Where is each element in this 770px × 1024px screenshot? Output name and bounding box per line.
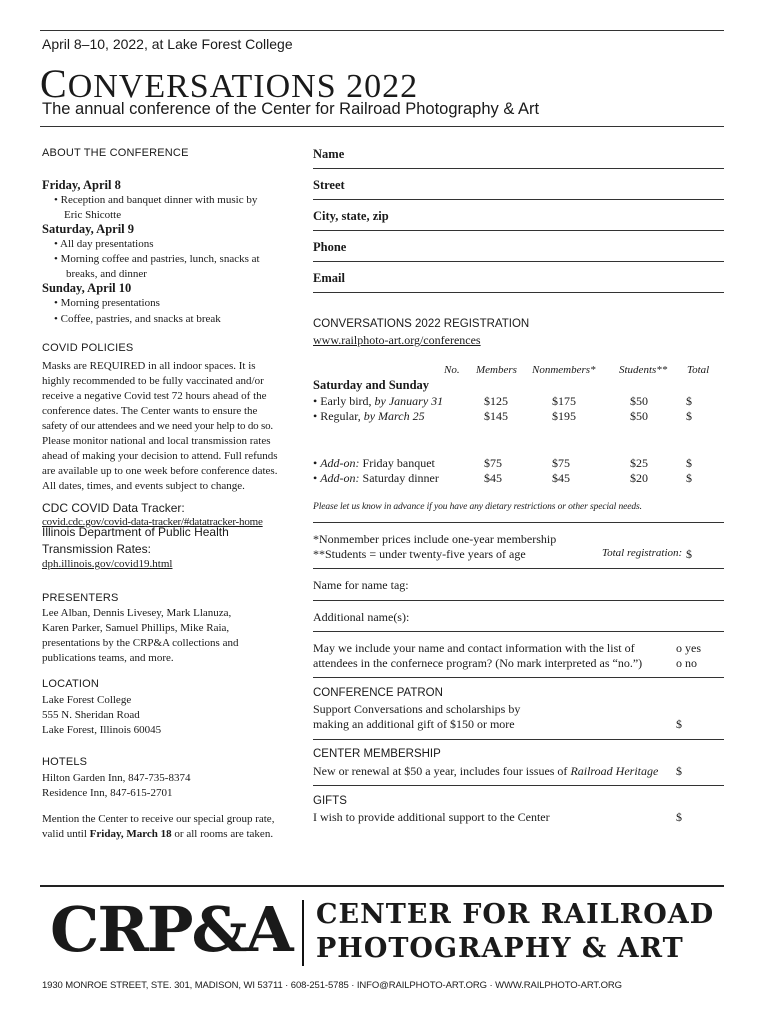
patron-amount[interactable]: $ [676, 717, 682, 731]
membership-text: New or renewal at $50 a year, includes four issues of [313, 764, 571, 778]
price-members: $125 [484, 394, 508, 408]
title-rest: ONVERSATIONS 2022 [67, 68, 419, 105]
total-registration-value[interactable]: $ [686, 547, 692, 561]
additional-names-field[interactable] [313, 631, 724, 632]
crpa-logo-letters: CRP&A [50, 893, 292, 966]
section-rule [313, 568, 724, 569]
cdc-tracker-link[interactable]: covid.cdc.gov/covid-data-tracker/#datatracker-home [42, 516, 263, 528]
logo-line-2: PHOTOGRAPHY & ART [316, 933, 684, 964]
row-total[interactable]: $ [686, 394, 692, 408]
illinois-label-2: Transmission Rates: [42, 542, 151, 556]
street-field[interactable] [313, 199, 724, 200]
footnote-nonmember: *Nonmember prices include one-year membership [313, 532, 557, 546]
section-rule [313, 677, 724, 678]
col-nonmembers: Nonmembers* [532, 364, 596, 376]
patron-heading: CONFERENCE PATRON [313, 687, 443, 699]
covid-line: Masks are REQUIRED in all indoor spaces. It is [42, 360, 256, 372]
sunday-item-1: • Morning presentations [54, 297, 160, 309]
presenters-text [42, 606, 238, 666]
saturday-item-1: • All day presentations [54, 238, 154, 250]
presenters-line: presentations by the CRP&A collections and [42, 637, 239, 649]
consent-line-1: May we include your name and contact information with the list of [313, 641, 635, 655]
phone-field-label: Phone [313, 240, 347, 254]
price-students: $50 [630, 409, 648, 423]
price-nonmembers: $45 [552, 471, 570, 485]
hotel-note [42, 812, 274, 842]
membership-magazine: Railroad Heritage [570, 764, 659, 778]
price-nonmembers: $195 [552, 409, 576, 423]
row-post: Friday banquet [359, 456, 435, 470]
col-members: Members [476, 364, 517, 376]
hotel-note-line-2 [42, 827, 274, 842]
dietary-field[interactable] [313, 522, 724, 523]
row-total[interactable]: $ [686, 456, 692, 470]
name-field-label: Name [313, 147, 345, 161]
section-rule [313, 785, 724, 786]
presenters-heading: PRESENTERS [42, 592, 119, 604]
section-rule [313, 739, 724, 740]
membership-amount[interactable]: $ [676, 764, 682, 778]
row-total[interactable]: $ [686, 409, 692, 423]
day-saturday: Saturday, April 9 [42, 222, 135, 236]
membership-line [313, 764, 658, 779]
illinois-link[interactable]: dph.illinois.gov/covid19.html [42, 558, 173, 570]
logo-line-1: CENTER FOR RAILROAD [316, 899, 715, 930]
email-field-label: Email [313, 271, 345, 285]
hotels-text [42, 771, 190, 801]
price-nonmembers: $75 [552, 456, 570, 470]
location-text [42, 693, 161, 738]
additional-names-label: Additional name(s): [313, 610, 410, 624]
top-rule [40, 30, 724, 31]
hotel-line: Hilton Garden Inn, 847-735-8374 [42, 772, 191, 784]
covid-line: All dates, times, and events subject to change. [42, 480, 245, 492]
location-line: Lake Forest, Illinois 60045 [42, 724, 162, 736]
street-field-label: Street [313, 178, 345, 192]
about-heading: ABOUT THE CONFERENCE [42, 147, 189, 159]
logo-divider [302, 900, 304, 966]
row-total[interactable]: $ [686, 471, 692, 485]
price-students: $50 [630, 394, 648, 408]
city-field-label: City, state, zip [313, 209, 389, 223]
row-pre: • [313, 471, 321, 485]
header-rule [40, 126, 724, 127]
day-friday: Friday, April 8 [42, 178, 121, 192]
covid-text [42, 359, 307, 494]
option-no-checkbox[interactable]: o no [676, 656, 697, 670]
group-title: Saturday and Sunday [313, 378, 430, 392]
row-deadline: by January 31 [374, 394, 444, 408]
email-field[interactable] [313, 292, 724, 293]
patron-line-1: Support Conversations and scholarships by [313, 702, 521, 716]
logo-wordmark [316, 898, 714, 966]
table-row [313, 409, 425, 424]
name-tag-field[interactable] [313, 600, 724, 601]
price-students: $25 [630, 456, 648, 470]
table-row [313, 394, 443, 409]
patron-line-2: making an additional gift of $150 or more [313, 717, 515, 731]
presenters-line: Karen Parker, Samuel Phillips, Mike Raia, [42, 622, 230, 634]
registration-heading: CONVERSATIONS 2022 REGISTRATION [313, 318, 530, 330]
name-field[interactable] [313, 168, 724, 169]
friday-item-2: Eric Shicotte [64, 209, 122, 221]
consent-line-2: attendees in the confernece program? (No mark interpreted as “no.”) [313, 656, 643, 670]
row-pre: • [313, 456, 321, 470]
price-members: $45 [484, 471, 502, 485]
covid-line: safety of our attendees and we need your help to do so. [42, 420, 273, 432]
hotel-line: Residence Inn, 847-615-2701 [42, 787, 173, 799]
name-tag-label: Name for name tag: [313, 578, 409, 592]
location-line: Lake Forest College [42, 694, 132, 706]
location-heading: LOCATION [42, 678, 100, 690]
hotel-note-deadline: Friday, March 18 [89, 828, 172, 840]
covid-line: ahead of making your decision to attend. Full refunds [42, 450, 278, 462]
col-total: Total [687, 364, 710, 376]
row-pre: • Regular, [313, 409, 364, 423]
saturday-item-3: breaks, and dinner [66, 268, 147, 280]
row-addon: Add-on: [320, 456, 360, 470]
footnote-students: **Students = under twenty-five years of age [313, 547, 526, 561]
illinois-label-1: Illinois Department of Public Health [42, 525, 229, 539]
table-row [313, 471, 439, 486]
title-initial: C [40, 61, 68, 106]
hotels-heading: HOTELS [42, 756, 88, 768]
gifts-line: I wish to provide additional support to the Center [313, 810, 550, 824]
price-nonmembers: $175 [552, 394, 576, 408]
footer-contact: 1930 MONROE STREET, STE. 301, MADISON, WI 53711 · 608-251-5785 · INFO@RAILPHOTO-ART.ORG · WWW.RAILPHOTO-ART.ORG [42, 980, 622, 991]
price-members: $75 [484, 456, 502, 470]
sunday-item-2: • Coffee, pastries, and snacks at break [54, 313, 221, 325]
hotel-note-post: or all rooms are taken. [171, 828, 274, 840]
saturday-item-2: • Morning coffee and pastries, lunch, snacks at [54, 253, 260, 265]
dietary-note: Please let us know in advance if you have any dietary restrictions or other special needs. [313, 502, 642, 512]
city-field[interactable] [313, 230, 724, 231]
hotel-note-pre: valid until [42, 828, 90, 840]
row-deadline: by March 25 [363, 409, 425, 423]
col-no: No. [444, 364, 460, 376]
covid-line: are available up to one week before conference dates. [42, 465, 278, 477]
presenters-line: Lee Alban, Dennis Livesey, Mark Llanuza, [42, 607, 232, 619]
col-students: Students** [619, 364, 668, 376]
friday-item-1: • Reception and banquet dinner with music by [54, 194, 258, 206]
location-line: 555 N. Sheridan Road [42, 709, 140, 721]
total-registration-label: Total registration: [602, 547, 683, 559]
gifts-amount[interactable]: $ [676, 810, 682, 824]
row-pre: • Early bird, [313, 394, 375, 408]
row-post: Saturday dinner [359, 471, 439, 485]
page-subtitle: The annual conference of the Center for Railroad Photography & Art [42, 100, 540, 118]
footer-rule [40, 885, 724, 887]
cdc-tracker-label: CDC COVID Data Tracker: [42, 501, 185, 515]
covid-heading: COVID POLICIES [42, 342, 134, 354]
membership-heading: CENTER MEMBERSHIP [313, 748, 441, 760]
covid-line: highly recommended to be fully vaccinated and/or [42, 375, 264, 387]
day-sunday: Sunday, April 10 [42, 281, 132, 295]
price-students: $20 [630, 471, 648, 485]
event-date-line: April 8–10, 2022, at Lake Forest College [42, 36, 293, 52]
covid-line: Please monitor national and local transmission rates [42, 435, 271, 447]
option-yes-checkbox[interactable]: o yes [676, 641, 701, 655]
row-addon: Add-on: [320, 471, 360, 485]
gifts-heading: GIFTS [313, 795, 347, 807]
covid-line: receive a negative Covid test 72 hours ahead of the [42, 390, 267, 402]
hotel-note-line-1: Mention the Center to receive our special group rate, [42, 813, 275, 825]
presenters-line: publications teams, and more. [42, 652, 174, 664]
registration-link[interactable]: www.railphoto-art.org/conferences [313, 333, 481, 347]
phone-field[interactable] [313, 261, 724, 262]
price-members: $145 [484, 409, 508, 423]
covid-line: conference dates. The Center wants to ensure the [42, 405, 258, 417]
table-row [313, 456, 435, 471]
